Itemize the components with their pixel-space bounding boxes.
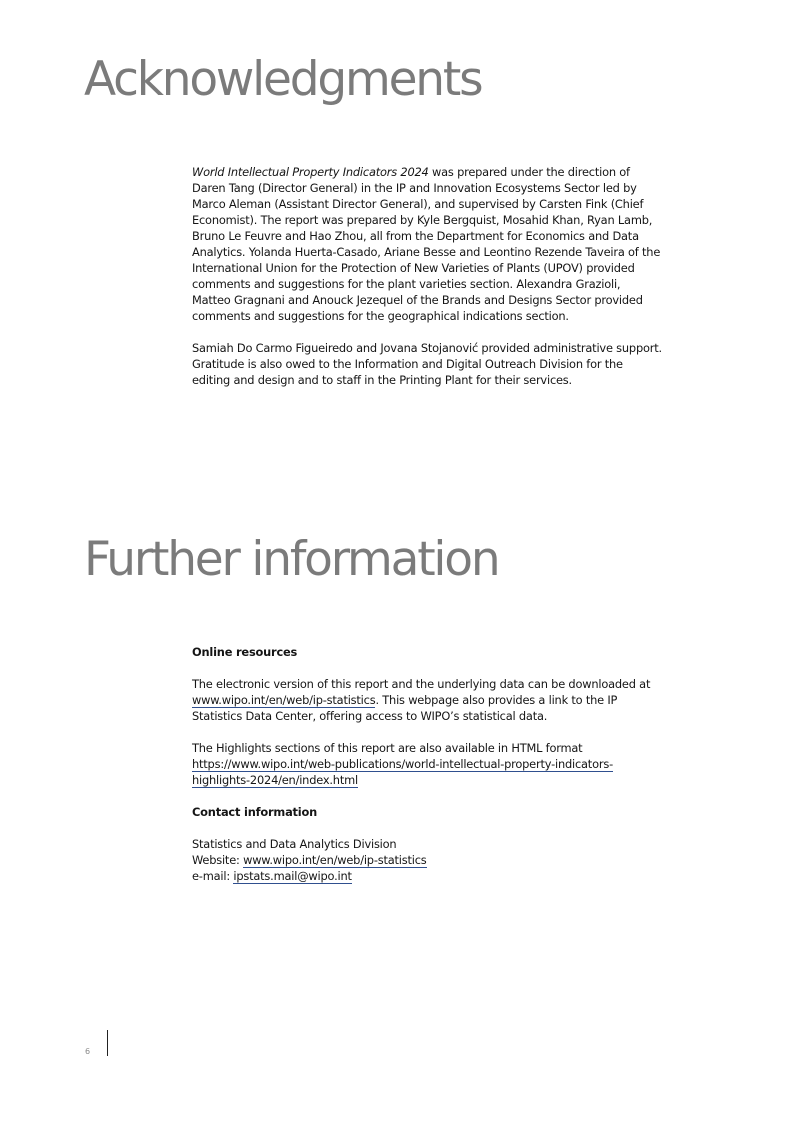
acknowledgments-body: [192, 164, 662, 388]
online-resources-text-before: The electronic version of this report and the underlying data can be downloaded at: [192, 677, 651, 691]
email-link[interactable]: ipstats.mail@wipo.int: [233, 869, 352, 883]
further-information-body: [192, 644, 662, 884]
website-link[interactable]: www.wipo.int/en/web/ip-statistics: [243, 853, 427, 867]
further-information-heading: Further information: [84, 532, 499, 587]
ip-statistics-link[interactable]: www.wipo.int/en/web/ip-statistics: [192, 693, 376, 707]
contact-information-label: Contact information: [192, 805, 318, 819]
email-line: [192, 868, 662, 884]
acknowledgments-paragraph-1-text: was prepared under the direction of Daren Tang (Director General) in the IP and Innovation Ecosystems Sector led by Marco Aleman (Assistant Director General), and supervised by Carsten Fink (Chief Economist). The report was prepared by Kyle Bergquist, Mosahid Khan, Ryan Lamb, Bruno Le Feuvre and Hao Zhou, all from the Department for Economics and Data Analytics. Yolanda Huerta-Casado, Ariane Besse and Leontino Rezende Taveira of the International Union for the Protection of New Varieties of Plants (UPOV) provided comments and suggestions for the plant varieties section. Alexandra Grazioli, Matteo Gragnani and Anouck Jezequel of the Brands and Designs Sector provided comments and suggestions for the geographical indications section.: [192, 165, 661, 323]
highlights-link[interactable]: https://www.wipo.int/web-publications/world-intellectual-property-indicators-highlights-2024/en/index.html: [192, 757, 613, 787]
folio-divider: [107, 1030, 108, 1056]
online-resources-label: Online resources: [192, 645, 298, 659]
highlights-text: The Highlights sections of this report are also available in HTML format: [192, 741, 583, 755]
acknowledgments-heading: Acknowledgments: [84, 52, 482, 107]
acknowledgments-paragraph-2: Samiah Do Carmo Figueiredo and Jovana Stojanović provided administrative support. Gratitude is also owed to the Information and Digital Outreach Division for the editing and design and to staff in the Printing Plant for their services.: [192, 341, 662, 387]
online-resources-paragraph-1: [192, 676, 662, 724]
online-resources-paragraph-2: [192, 740, 662, 788]
division-name: Statistics and Data Analytics Division: [192, 837, 397, 851]
website-label: Website:: [192, 853, 244, 867]
acknowledgments-paragraph-1: [192, 164, 662, 324]
website-line: [192, 852, 662, 868]
report-title: World Intellectual Property Indicators 2024: [192, 165, 429, 179]
online-resources-text-after: . This webpage also provides a link to the IP Statistics Data Center, offering access to WIPO’s statistical data.: [192, 693, 618, 723]
email-label: e-mail:: [192, 869, 234, 883]
page-number: 6: [85, 1047, 91, 1056]
